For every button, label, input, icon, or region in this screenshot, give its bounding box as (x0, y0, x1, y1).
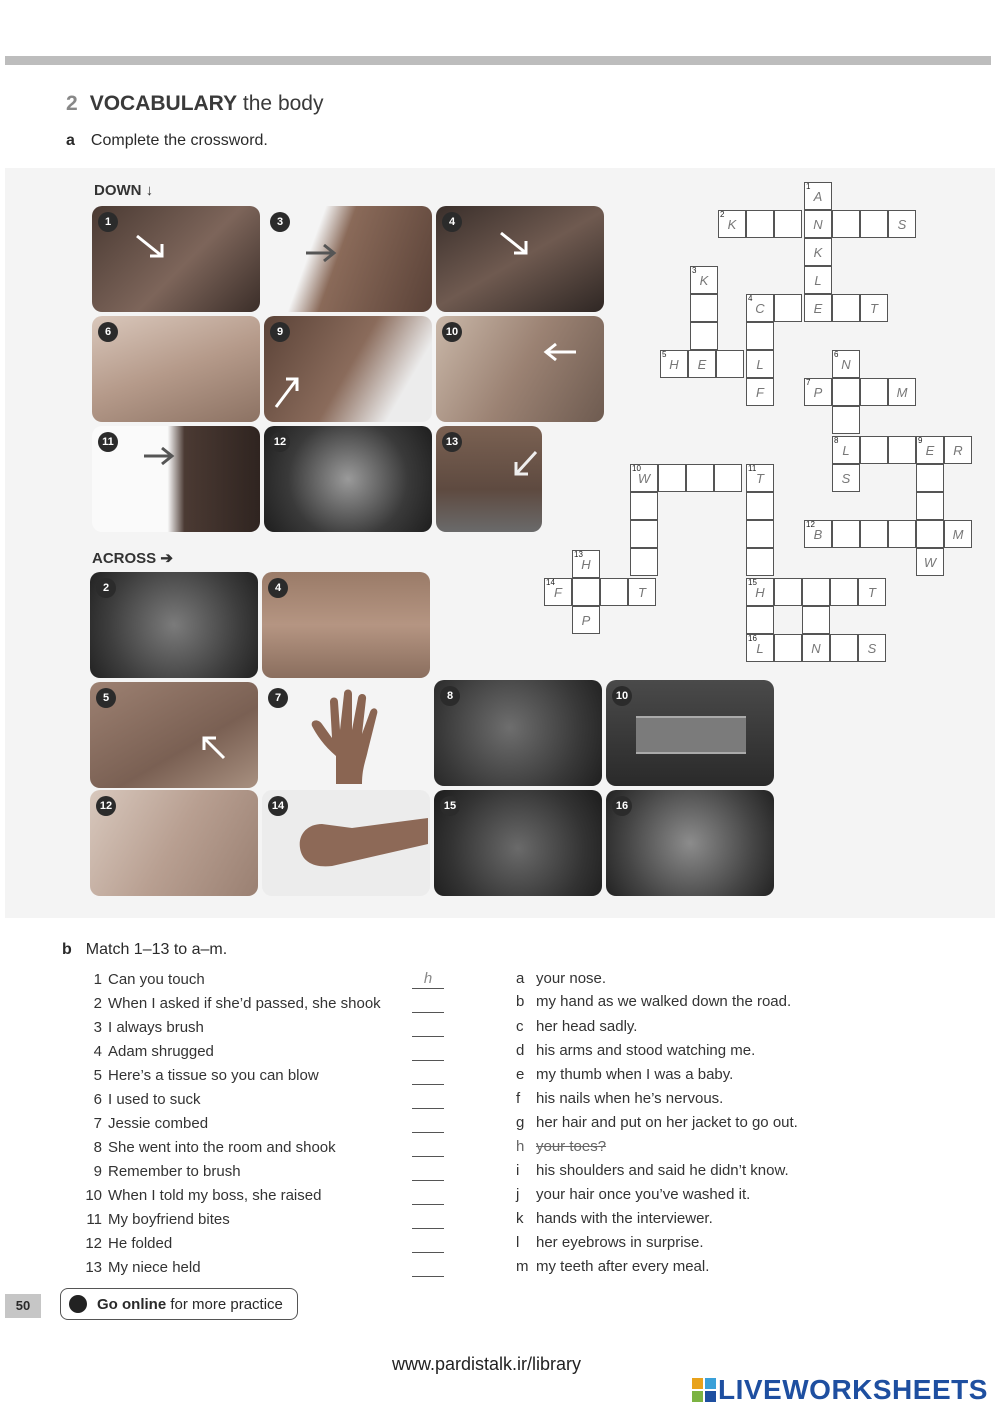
list-item: d his arms and stood watching me. (516, 1042, 756, 1059)
section-topic: the body (242, 92, 324, 115)
crossword-cell[interactable]: 11 T (746, 464, 774, 492)
crossword-cell[interactable]: K (804, 238, 832, 266)
crossword-cell[interactable]: L (804, 266, 832, 294)
crossword-cell[interactable]: 5 H (660, 350, 688, 378)
crossword-cell[interactable] (630, 548, 658, 576)
photo-number-badge: 6 (98, 322, 118, 342)
list-item: c her head sadly. (516, 1018, 638, 1035)
photo-number-badge: 10 (442, 322, 462, 342)
crossword-cell[interactable] (832, 520, 860, 548)
crossword-cell[interactable]: 14 F (544, 578, 572, 606)
crossword-cell[interactable]: W (916, 548, 944, 576)
down-photo-12 (264, 426, 432, 532)
arrow-icon (272, 371, 302, 411)
crossword-cell[interactable] (802, 606, 830, 634)
crossword-cell[interactable]: N (802, 634, 830, 662)
down-photo-13 (436, 426, 542, 532)
across-photo-15 (434, 790, 602, 896)
crossword-cell[interactable]: T (628, 578, 656, 606)
arrow-icon (496, 228, 536, 258)
arrow-icon (510, 448, 540, 478)
crossword-cell[interactable]: 2 K (718, 210, 746, 238)
go-online-button[interactable] (60, 1288, 298, 1320)
crossword-cell[interactable] (600, 578, 628, 606)
down-photo-3 (264, 206, 432, 312)
crossword-cell[interactable]: T (858, 578, 886, 606)
crossword-cell[interactable]: S (888, 210, 916, 238)
across-photo-16 (606, 790, 774, 896)
list-item: 6 I used to suck (93, 1091, 201, 1108)
footer-url[interactable]: www.pardistalk.ir/library (392, 1354, 582, 1374)
go-online-label: Go online (97, 1296, 167, 1313)
crossword-cell[interactable]: T (860, 294, 888, 322)
list-item-used: h your toes? (516, 1138, 607, 1155)
part-b-text: Match 1–13 to a–m. (85, 941, 228, 958)
answer-blank[interactable] (412, 1234, 444, 1253)
crossword-cell[interactable]: 8 L (832, 436, 860, 464)
cursor-icon (69, 1295, 87, 1313)
answer-blank[interactable] (412, 1066, 444, 1085)
across-photo-12 (90, 790, 258, 896)
section-keyword: VOCABULARY (89, 92, 238, 115)
crossword-cell[interactable] (746, 520, 774, 548)
belt-icon (636, 716, 746, 754)
crossword-cell[interactable] (860, 210, 888, 238)
crossword-cell[interactable] (658, 464, 686, 492)
down-photo-10 (436, 316, 604, 422)
answer-blank[interactable] (412, 1186, 444, 1205)
down-photo-11 (92, 426, 260, 532)
list-item: l her eyebrows in surprise. (516, 1234, 704, 1251)
crossword-cell[interactable]: M (944, 520, 972, 548)
list-item: 4 Adam shrugged (93, 1043, 214, 1060)
palm-icon (306, 686, 396, 786)
crossword-cell[interactable]: S (858, 634, 886, 662)
photo-number-badge: 4 (268, 578, 288, 598)
crossword-cell[interactable] (686, 464, 714, 492)
across-photo-2 (90, 572, 258, 678)
crossword-cell[interactable]: L (746, 350, 774, 378)
answer-blank[interactable] (412, 1258, 444, 1277)
list-item: 12 He folded (85, 1235, 173, 1252)
part-a-letter: a (66, 132, 75, 149)
crossword-cell[interactable]: 16 L (746, 634, 774, 662)
arrow-icon (198, 732, 228, 762)
across-photo-4 (262, 572, 430, 678)
crossword-cell[interactable] (888, 520, 916, 548)
arrow-icon (132, 231, 172, 261)
list-item: a your nose. (516, 970, 607, 987)
crossword-cell[interactable]: E (688, 350, 716, 378)
crossword-cell[interactable] (832, 378, 860, 406)
down-photo-6 (92, 316, 260, 422)
list-item: 3 I always brush (93, 1019, 204, 1036)
photo-number-badge: 13 (442, 432, 462, 452)
photo-number-badge: 1 (98, 212, 118, 232)
crossword-cell[interactable] (774, 294, 802, 322)
arrow-icon (304, 243, 344, 263)
photo-number-badge: 9 (270, 322, 290, 342)
crossword-cell[interactable] (916, 520, 944, 548)
down-photo-9 (264, 316, 432, 422)
crossword-cell[interactable] (916, 464, 944, 492)
across-photo-8 (434, 680, 602, 786)
crossword-cell[interactable] (832, 294, 860, 322)
answer-blank[interactable] (412, 994, 444, 1013)
crossword-cell[interactable] (630, 520, 658, 548)
arrow-icon (538, 342, 578, 362)
crossword-cell[interactable] (746, 322, 774, 350)
down-header: DOWN ↓ (94, 182, 154, 199)
photo-number-badge: 4 (442, 212, 462, 232)
crossword-cell[interactable]: M (888, 378, 916, 406)
list-item: 13 My niece held (85, 1259, 201, 1276)
crossword-cell[interactable] (572, 578, 600, 606)
list-item: 5 Here’s a tissue so you can blow (93, 1067, 319, 1084)
crossword-cell[interactable] (802, 578, 830, 606)
list-item: 1 Can you touch (93, 971, 205, 988)
photo-number-badge: 8 (440, 686, 460, 706)
answer-blank[interactable] (412, 1210, 444, 1229)
crossword-cell[interactable] (690, 294, 718, 322)
crossword-cell[interactable] (916, 492, 944, 520)
answer-blank[interactable] (412, 1018, 444, 1037)
crossword-cell[interactable]: 9 E (916, 436, 944, 464)
list-item: g her hair and put on her jacket to go out. (516, 1114, 798, 1131)
go-online-rest: for more practice (170, 1296, 283, 1313)
crossword-cell[interactable]: 12 B (804, 520, 832, 548)
crossword-cell[interactable]: 3 K (690, 266, 718, 294)
crossword-cell[interactable]: 4 C (746, 294, 774, 322)
crossword-cell[interactable] (830, 634, 858, 662)
across-photo-14 (262, 790, 430, 896)
photo-number-badge: 14 (268, 796, 288, 816)
part-a-text: Complete the crossword. (90, 132, 268, 149)
answer-blank[interactable] (412, 1042, 444, 1061)
arrow-icon (142, 446, 182, 466)
list-item: j your hair once you’ve washed it. (516, 1186, 751, 1203)
list-item: f his nails when he’s nervous. (516, 1090, 724, 1107)
crossword-cell[interactable] (830, 578, 858, 606)
crossword-cell[interactable] (690, 322, 718, 350)
brand-name: LIVEWORKSHEETS (718, 1374, 988, 1405)
crossword-cell[interactable] (860, 436, 888, 464)
photo-number-badge: 7 (268, 688, 288, 708)
photo-number-badge: 16 (612, 796, 632, 816)
photo-number-badge: 11 (98, 432, 118, 452)
across-header: ACROSS ➔ (92, 550, 173, 567)
photo-number-badge: 10 (612, 686, 632, 706)
photo-number-badge: 12 (96, 796, 116, 816)
crossword-cell[interactable] (774, 634, 802, 662)
crossword-cell[interactable] (746, 210, 774, 238)
crossword-cell[interactable] (860, 520, 888, 548)
crossword-cell[interactable] (774, 578, 802, 606)
answer-blank[interactable]: h (412, 970, 444, 989)
section-number: 2 (66, 92, 78, 115)
list-item: 8 She went into the room and shook (93, 1139, 336, 1156)
crossword-cell[interactable] (746, 492, 774, 520)
section-title (66, 92, 324, 116)
crossword-cell[interactable] (888, 436, 916, 464)
crossword-cell[interactable]: 10 W (630, 464, 658, 492)
crossword-cell[interactable] (832, 210, 860, 238)
across-photo-10 (606, 680, 774, 786)
crossword-cell[interactable]: R (944, 436, 972, 464)
crossword-cell[interactable] (860, 378, 888, 406)
photo-number-badge: 15 (440, 796, 460, 816)
crossword-cell[interactable] (746, 548, 774, 576)
answer-blank[interactable] (412, 1138, 444, 1157)
answer-blank[interactable] (412, 1090, 444, 1109)
crossword-cell[interactable]: 7 P (804, 378, 832, 406)
part-a-instruction (66, 132, 268, 150)
photo-number-badge: 3 (270, 212, 290, 232)
list-item: 7 Jessie combed (93, 1115, 209, 1132)
crossword-cell[interactable]: 13 H (572, 550, 600, 578)
crossword-cell[interactable] (774, 210, 802, 238)
crossword-cell[interactable]: F (746, 378, 774, 406)
crossword-cell[interactable] (746, 606, 774, 634)
crossword-cell[interactable] (630, 492, 658, 520)
photo-number-badge: 5 (96, 688, 116, 708)
crossword-cell[interactable]: E (804, 294, 832, 322)
list-item: 9 Remember to brush (93, 1163, 241, 1180)
list-item: 11 My boyfriend bites (86, 1211, 230, 1228)
list-item: 10 When I told my boss, she raised (85, 1187, 322, 1204)
crossword-cell[interactable]: N (804, 210, 832, 238)
list-item: m my teeth after every meal. (516, 1258, 710, 1275)
crossword-cell[interactable]: 15 H (746, 578, 774, 606)
list-item: k hands with the interviewer. (516, 1210, 713, 1227)
crossword-cell[interactable]: S (832, 464, 860, 492)
fist-icon (292, 814, 428, 874)
crossword-cell[interactable] (832, 406, 860, 434)
answer-blank[interactable] (412, 1114, 444, 1133)
list-item: b my hand as we walked down the road. (516, 993, 792, 1010)
photo-number-badge: 2 (96, 578, 116, 598)
down-photo-4 (436, 206, 604, 312)
across-photo-5 (90, 682, 258, 788)
page-number: 50 (5, 1294, 41, 1318)
crossword-cell[interactable]: 6 N (832, 350, 860, 378)
top-rule (5, 56, 991, 65)
crossword-cell[interactable] (714, 464, 742, 492)
photo-number-badge: 12 (270, 432, 290, 452)
part-b-instruction (62, 941, 227, 959)
down-photo-1 (92, 206, 260, 312)
across-photo-7 (262, 682, 430, 788)
list-item: e my thumb when I was a baby. (516, 1066, 734, 1083)
list-item: i his shoulders and said he didn’t know. (516, 1162, 789, 1179)
crossword-cell[interactable] (716, 350, 744, 378)
crossword-cell[interactable]: 1 A (804, 182, 832, 210)
part-b-letter: b (62, 941, 72, 958)
list-item: 2 When I asked if she’d passed, she shook (93, 995, 381, 1012)
answer-blank[interactable] (412, 1162, 444, 1181)
crossword-cell[interactable]: P (572, 606, 600, 634)
